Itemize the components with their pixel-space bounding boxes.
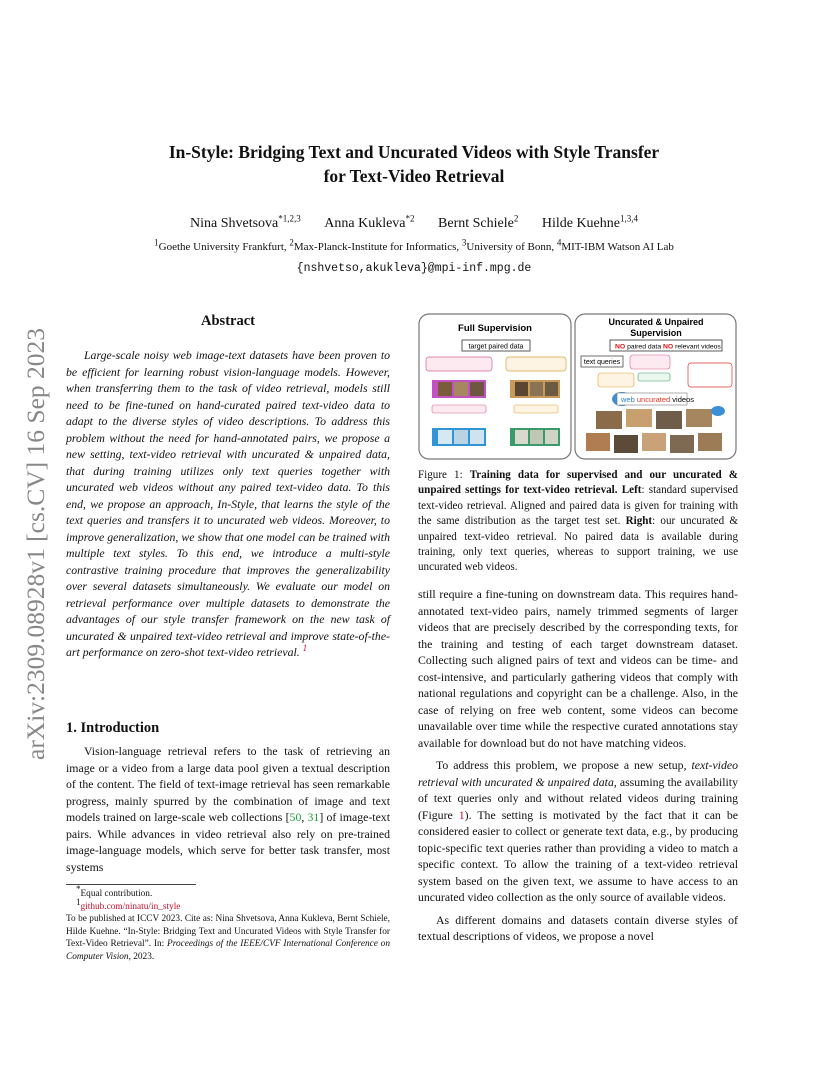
title-line-2: for Text-Video Retrieval — [323, 166, 505, 186]
author: Hilde Kuehne$^{1,3,4}$ — [541, 213, 638, 231]
intro-paragraph: Vision-language retrieval refers to the task of retrieving an image or a video from a large data pool given a textual description of the content. The field of text-image retrieval has seen remarkable progress, mainly spurred by the combination of image and text models trained on large-scale web collections [50, 31] of image-text pairs. While advances in video retrieval also rely on pre-trained image-language models, which serve for better task transfer, most systems — [66, 744, 390, 874]
footnote-rule — [66, 884, 196, 885]
citation-link[interactable]: 50 — [289, 810, 302, 824]
figure-1 — [418, 313, 738, 461]
fig-left-tag: target paired data — [468, 343, 524, 351]
arxiv-id-text: arXiv:2309.08928v1 [cs.CV] 16 Sep 2023 — [21, 327, 50, 760]
arxiv-identifier — [18, 290, 52, 760]
body-paragraph: To address this problem, we propose a new setup, text-video retrieval with uncurated & unpaired data, assuming the availability of text queries only and without related videos during training (Figure 1). The setting is motivated by the fact that it can be considered easier to collect or generate text data, e.g., by producing topic-specific text queries rather than providing a video to match a specific context. To allow the training of a text-video retrieval system based on the given text, we assume to have access to an uncurated video collection as the only source of available videos. — [418, 758, 738, 904]
body-paragraph: As different domains and datasets contain diverse styles of textual descriptions of videos, we propose a novel — [418, 912, 738, 943]
paper-title — [90, 140, 738, 188]
affiliations: $^1$Goethe University Frankfurt, $^2$Max-Planck-Institute for Informatics, $^3$University of Bonn, $^4$MIT-IBM Watson AI Lab — [154, 237, 674, 253]
intro-heading: 1. Introduction — [66, 720, 160, 736]
footnotes: *Equal contribution. $^1$github.com/ninatu/in_style To be published at ICCV 2023. Cite as: Nina Shvetsova, Anna Kukleva, Bernt Schiele, Hilde Kuehne. “In-Style: Bridging Text and Uncurated Videos with Style Transfer for Text-Video Retrieval”. In: Proceedings of the IEEE/CVF International Conference on Computer Vision, 2023. — [66, 883, 390, 962]
fig-left-title: Full Supervision — [458, 323, 532, 334]
fig-right-title-1: Uncurated & Unpaired — [608, 317, 704, 327]
citation-link[interactable]: 31 — [307, 810, 320, 824]
body-paragraph: still require a fine-tuning on downstream data. This requires hand-annotated text-video pairs, namely trimmed segments of larger videos that are precisely described by the corresponding texts, for the training and testing of each target downstream dataset. Collecting such aligned pairs of text and videos can be time- and cost-intensive, and particularly gathering videos that comply with national regulations and copyright can be a challenge. Also, in the case of relying on free web content, some videos can become unavailable over time while the respective curated annotations stay available for download but do not have matching videos. — [418, 587, 738, 750]
author: Anna Kukleva$^{*2}$ — [324, 213, 415, 231]
author: Bernt Schiele$^2$ — [438, 213, 519, 231]
right-column-body — [418, 586, 738, 945]
figure-ref-link[interactable]: 1 — [458, 807, 465, 822]
fig-no-paired: NO paired data NO relevant videos — [615, 343, 721, 351]
fig-right-title-2: Supervision — [630, 328, 682, 338]
footnote-ref[interactable]: 1 — [302, 643, 308, 654]
fig-web-videos: web uncurated videos — [621, 395, 694, 404]
abstract-body: Large-scale noisy web image-text datasets have been proven to be efficient for learning robust vision-language models. However, when transferring them to the task of video retrieval, models still need to be fine-tuned on hand-curated paired text-video data to adapt to the diverse styles of video descriptions. To address this problem without the need for hand-annotated pairs, we propose a new setting, text-video retrieval with uncurated & unpaired data, that during training utilizes only text queries together with uncurated web videos without any paired text-video data. To this end, we propose an approach, In-Style, that learns the style of the text queries and transfers it to uncurated web videos. Moreover, to improve generalization, we show that one model can be trained with multiple text styles. To this end, we introduce a multi-style contrastive training procedure that improves the generalizability over several datasets simultaneously. We evaluate our model on retrieval performance over multiple datasets to demonstrate the advantages of our style transfer framework on the new task of uncurated & unpaired text-video retrieval and improve state-of-the-art performance on zero-shot text-video retrieval. $^1$ — [66, 348, 390, 659]
author-list — [90, 213, 738, 232]
fig-text-queries: text queries — [583, 359, 621, 366]
figure-1-caption: Figure 1: Training data for supervised and our uncurated & unpaired settings for text-video retrieval. Left: standard supervised text-video retrieval. Aligned and paired data is given for training with the same distribution as the target test set. Right: our uncurated & unpaired text-video retrieval. No paired data is available during training, only text queries, whereas to support training, we use uncurated web videos. — [418, 469, 739, 574]
author-emails: {nshvetso,akukleva}@mpi-inf.mpg.de — [296, 262, 532, 275]
author: Nina Shvetsova$^{*1,2,3}$ — [190, 213, 301, 231]
abstract-heading: Abstract — [201, 313, 255, 329]
github-link[interactable]: github.com/ninatu/in_style — [80, 901, 181, 912]
title-line-1: In-Style: Bridging Text and Uncurated Videos with Style Transfer — [168, 142, 660, 162]
